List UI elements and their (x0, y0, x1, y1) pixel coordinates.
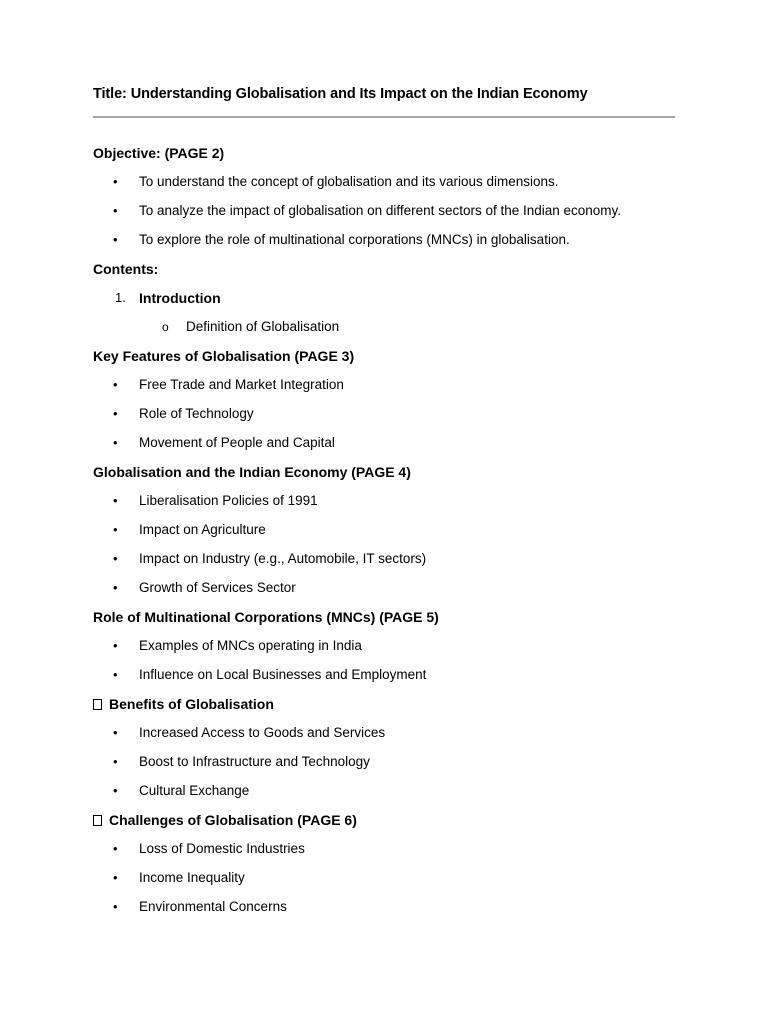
bullet-marker: • (113, 638, 118, 653)
list-item-text: To understand the concept of globalisation and its various dimensions. (139, 174, 559, 189)
number-marker: 1. (115, 290, 126, 305)
list-item (93, 372, 693, 401)
list-item-text: Free Trade and Market Integration (139, 377, 344, 392)
list-item (93, 575, 693, 604)
section-heading: Role of Multinational Corporations (MNCs) (PAGE 5) (93, 609, 439, 625)
list-item-text: Boost to Infrastructure and Technology (139, 754, 370, 769)
list-item-text: Growth of Services Sector (139, 580, 296, 595)
list-item-text: To analyze the impact of globalisation on different sectors of the Indian economy. (139, 203, 622, 218)
list-item (93, 865, 693, 894)
bullet-marker: • (113, 493, 118, 508)
horizontal-rule (93, 116, 675, 118)
list-item-text: Movement of People and Capital (139, 435, 335, 450)
list-item (93, 401, 693, 430)
list-item-text: Income Inequality (139, 870, 245, 885)
bullet-marker: • (113, 203, 118, 218)
contents-heading: Contents: (93, 261, 159, 277)
list-item (93, 720, 693, 749)
missing-glyph-icon (93, 699, 102, 710)
list-item-text: Environmental Concerns (139, 899, 287, 914)
list-item-text: To explore the role of multinational corporations (MNCs) in globalisation. (139, 232, 570, 247)
bullet-marker: • (113, 551, 118, 566)
section-heading-benefits (93, 691, 693, 720)
sub-list-item (93, 314, 693, 343)
list-item (93, 227, 693, 256)
list-item (93, 749, 693, 778)
list-item-text: Impact on Industry (e.g., Automobile, IT sectors) (139, 551, 427, 566)
list-item (93, 546, 693, 575)
section-heading-challenges (93, 807, 693, 836)
list-item (93, 517, 693, 546)
bullet-marker: • (113, 232, 118, 247)
list-item (93, 633, 693, 662)
bullet-marker: • (113, 435, 118, 450)
list-item-text: Impact on Agriculture (139, 522, 266, 537)
bullet-marker: • (113, 754, 118, 769)
list-item (93, 169, 693, 198)
section-heading-text: Benefits of Globalisation (109, 696, 274, 712)
list-item-text: Examples of MNCs operating in India (139, 638, 362, 653)
list-item (93, 778, 693, 807)
objective-heading: Objective: (PAGE 2) (93, 145, 225, 161)
bullet-marker: • (113, 406, 118, 421)
document-title: Title: Understanding Globalisation and Its Impact on the Indian Economy (93, 86, 588, 102)
list-item (93, 662, 693, 691)
bullet-marker: • (113, 783, 118, 798)
bullet-marker: • (113, 580, 118, 595)
bullet-marker: • (113, 522, 118, 537)
list-item-text: Loss of Domestic Industries (139, 841, 305, 856)
list-item (93, 894, 693, 923)
list-item (93, 488, 693, 517)
bullet-marker: • (113, 725, 118, 740)
sub-list-item-text: Definition of Globalisation (186, 319, 340, 334)
bullet-marker: • (113, 899, 118, 914)
section-heading: Globalisation and the Indian Economy (PAGE 4) (93, 464, 411, 480)
list-item (93, 430, 693, 459)
list-item-text: Liberalisation Policies of 1991 (139, 493, 318, 508)
list-item-text: Role of Technology (139, 406, 254, 421)
document-body (93, 140, 693, 923)
list-item (93, 836, 693, 865)
bullet-marker: • (113, 377, 118, 392)
list-item-text: Increased Access to Goods and Services (139, 725, 386, 740)
missing-glyph-icon (93, 815, 102, 826)
numbered-item-label: Introduction (139, 290, 221, 306)
sub-bullet-marker: o (162, 320, 169, 334)
section-heading-text: Challenges of Globalisation (PAGE 6) (109, 812, 357, 828)
bullet-marker: • (113, 870, 118, 885)
section-heading: Key Features of Globalisation (PAGE 3) (93, 348, 355, 364)
list-item-text: Influence on Local Businesses and Employment (139, 667, 427, 682)
list-item (93, 198, 693, 227)
bullet-marker: • (113, 841, 118, 856)
numbered-item (93, 285, 693, 314)
list-item-text: Cultural Exchange (139, 783, 250, 798)
bullet-marker: • (113, 667, 118, 682)
bullet-marker: • (113, 174, 118, 189)
